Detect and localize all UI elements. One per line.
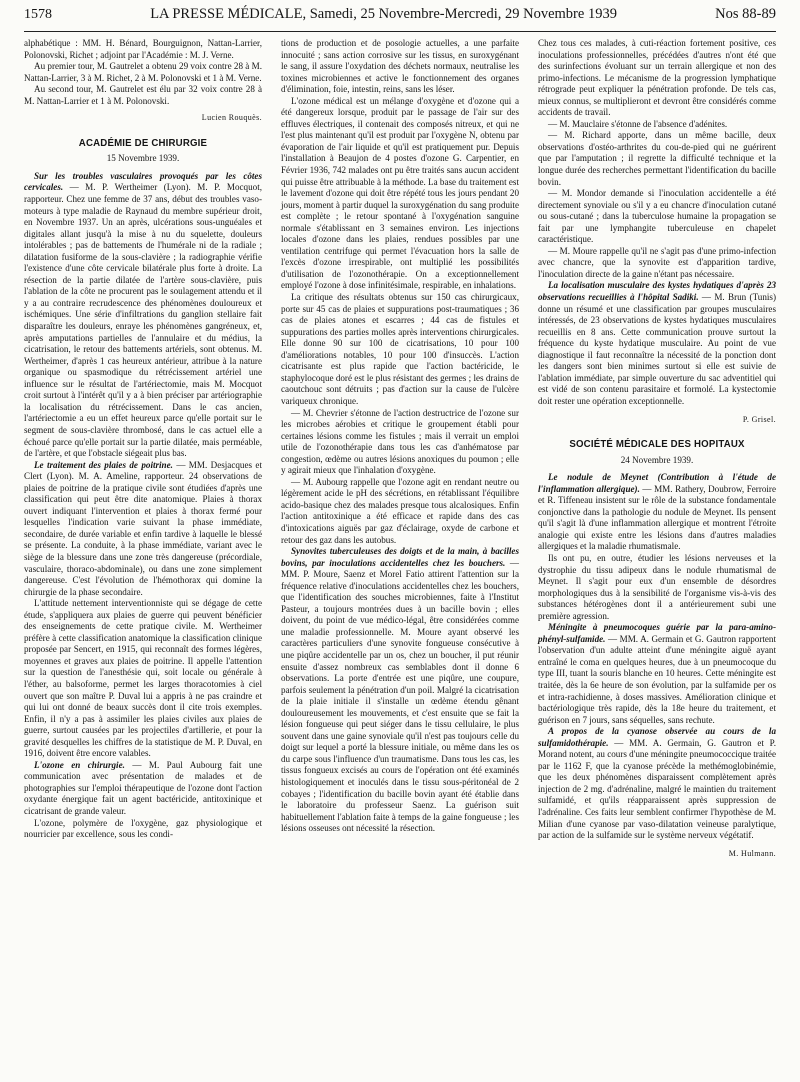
paragraph-body: — MM. Rathery, Doubrow, Ferroire et R. Tiffeneau insistent sur le rôle de la substance fondamentale conjonctive dans la pathologie du nodule de Meynet. Ils pensent qu'il s'agit là d'une inflammation allergique et montrent l'étroite analogie qui existe entre les lésions dans d'autres maladies allergiques et la maladie rhumatismale. [538, 483, 776, 552]
column-3 [538, 38, 776, 867]
article-columns [24, 38, 776, 867]
section-heading: ACADÉMIE DE CHIRURGIE [78, 136, 208, 149]
section-date: 24 Novembre 1939. [620, 454, 694, 465]
paragraph: Chez tous ces malades, à cuti-réaction fortement positive, ces inoculations professionnelles, précédées d'autres n'ont été que des surinfections évoluant sur un terrain allergique et non des primo-infections. Le mécanisme de la progression lymphatique rétrograde peut expliquer la pénétration profonde. De tels cas, mieux connus, se multiplieront et devront être considérés comme accidents de travail. [538, 38, 776, 118]
paragraph: — M. Mondor demande si l'inoculation accidentelle a été directement synoviale ou s'il y a eu chancre d'inoculation cutané ou sous-cutané ; dans la tuberculose humaine la propagation se fait par une lymphangite tuberculeuse en chapelet caractéristique. [538, 188, 776, 245]
paragraph: L'ozone médical est un mélange d'oxygène et d'ozone qui a été dangereux lorsque, produit par le passage de l'air sur des effluves électriques, il contenait des composés nitreux, et qui ne l'est plus maintenant qu'il est produit par l'oxygène N, obtenu par évaporation de l'air liquide et qu'il est pratiquement pur. Depuis l'installation à Beaujon de 4 postes d'ozone G. Carpentier, en Février 1936, 742 malades ont pu être traités sans aucun accident qui puisse être attribuable à la méthode. La base du traitement est le lavement d'ozone qui doit être répété tous les jours pendant 20 jours, moment à partir duquel la suroxygénation du sang produite est complète ; le retour spontané à l'oxygénation sanguine normale s'établissant en 3 semaines environ. Les injections locales d'ozone dans les plaies, rendues possibles par une ventilation centrifuge qui permet l'évacuation hors la salle de l'excès d'ozone irrespirable, ont multiplié les possibilités d'utilisation de l'ozonothérapie. On a exceptionnellement employé l'ozone à dose infinitésimale, respirable, en inhalations. [281, 95, 519, 291]
column-1 [24, 38, 262, 867]
paragraph-body: — MM. A. Germain et G. Gautron rapportent l'observation d'un adulte atteint d'une méningite aiguë ayant entraîné le coma en quelques heures, due à un pneumocoque du type III, tuant la souris blanche en 10 heures. Cette méningite est traitée, dès la 6e heure de son évolution, par la sulfamide per os et intra-rachidienne, à doses massives. Amélioration clinique et bactériologique très rapide, dès la 18e heure du traitement, et guérison en 7 jours, sans séquelles, sans rechute. [538, 633, 776, 725]
page-number: 1578 [24, 7, 52, 22]
paragraph-body: — MM. P. Moure, Saenz et Morel Fatio attirent l'attention sur la fréquence relative d'inoculations accidentelles chez les bouchers, que l'identification des souches microbiennes, faite à l'Institut Pasteur, a toujours montrées dues à un bacille bovin ; elles doivent, du point de vue médico-légal, être considérées comme une maladie professionnelle. M. Moure ayant observé les caractères particuliers d'une synovite fongueuse consécutive à une piqûre accidentelle par un os, chez un boucher, il put réunir ensuite d'assez nombreux cas semblables dont il donne 6 observations. La porte d'entrée est une piqûre, une coupure, parfois seulement la pénétration d'un poil. Malgré la cicatrisation de la plaie initiale il s'installe un œdème étendu gênant douloureusement les mouvements, et c'est ensuite que se fait la lésion fongueuse qui peut siéger dans le tissu cellulaire, le plus souvent dans une gaine synoviale qu'il n'est pas toujours celle du doigt sur lequel a porté la blessure initiale, ou même dans les os du carpe sous l'influence d'un traumatisme. Dans tous les cas, les tissus fongueux excisés au cours de l'opération ont été examinés histologiquement et inoculés dans le tissu sous-péritonéal de 2 cobayes ; l'identification du bacille bovin ayant été établie dans le laboratoire du professeur Saenz. La guérison suit habituellement l'ablation faite à temps de la gaine fongueuse ; les lésions osseuses ont nécessité la résection. [281, 557, 519, 834]
section-heading: SOCIÉTÉ MÉDICALE DES HOPITAUX [569, 438, 745, 451]
topic-title: Méningite à pneumocoques guérie par la para-amino-phényl-sulfamide. [538, 622, 776, 644]
topic-title: Le nodule de Meynet (Contribution à l'étude de l'inflammation allergique). [538, 472, 776, 494]
paragraph: — M. Richard apporte, dans un même bacille, deux observations d'ostéo-arthrites du cou-de-pied qui ne guérirent que par l'amputation ; il regrette la difficulté technique et la longue durée des recherches permettant l'identification du bacille bovin. [538, 130, 776, 187]
topic-title: Le traitement des plaies de poitrine. [34, 459, 173, 470]
journal-title [150, 6, 617, 23]
paragraph: L'ozone, polymère de l'oxygène, gaz physiologique et nourricier par excellence, sous les condi- [24, 817, 262, 840]
topic-title: L'ozone en chirurgie. [34, 759, 125, 770]
paragraph [24, 760, 262, 818]
column-2 [281, 38, 519, 867]
paragraph [538, 280, 776, 407]
paragraph: Au premier tour, M. Gautrelet a obtenu 29 voix contre 28 à M. Nattan-Larrier, 3 à M. Richet, 2 à M. Polonovski et 1 à M. Verne. [24, 61, 262, 83]
topic-title: La localisation musculaire des kystes hydatiques d'après 23 observations recueillies à l'hôpital Sadiki. [538, 280, 776, 303]
paragraph: — M. Mauclaire s'étonne de l'absence d'adénites. [548, 118, 728, 129]
paragraph: tions de production et de posologie actuelles, a une parfaite innocuité ; sans action corrosive sur les tissus, en suroxygénant le sang, il assure l'oxydation des déchets normaux, neutralise les toxines microbiennes et active le fonctionnement des organes d'élimination, foie, intestin, reins, sans les léser. [281, 38, 519, 95]
paragraph: L'attitude nettement interventionniste qui se dégage de cette étude, s'appliquera aux plaies de guerre qui peuvent bénéficier des enseignements de cette pratique civile. M. Wertheimer préfère à cette classification anatomique la classification clinique proposée par Sencert, en 1915, qui reconnaît des formes légères, moyennes et graves aux plaies de poitrine. Il appelle l'attention sur la question de l'anesthésie qui, soit locale ou générale à l'éther, au balsoforme, permet les larges thoracotomies à ciel ouvert que son maître P. Duval lui a appris à ne pas craindre et qui lui ont donné de beaux succès dont il cite trois exemples. Enfin, il n'y a pas à assimiler les plaies civiles aux plaies de guerre, surtout causées par les projectiles d'artillerie, et pour la gravité desquelles les chiffres de la statistique de M. P. Duval, en 1916, doivent être encore valables. [24, 598, 262, 759]
paragraph-body: — M. P. Wertheimer (Lyon). M. P. Mocquot, rapporteur. Chez une femme de 37 ans, début des troubles vaso-moteurs à type maladie de Raynaud du membre supérieur droit, en Novembre 1937. Un an après, ulcérations sous-unguéales et digitales allant jusqu'à la mise à nu du squelette, douleurs intolérables ; pas de battements de l'humérale ni de la radiale ; dilatation fusiforme de la sous-clavière ; la radiographie vérifie l'existence d'une côte cervicale bilatérale plus forte à droite. La résection de la partie dilatée de l'artère sous-clavière, puis l'ablation de la côte ne procurent pas le soulagement attendu et il y a au contraire recrudescence des phénomènes douloureux et ischémiques. Une série d'infiltrations du ganglion stellaire fait disparaître les douleurs, enraye les phénomènes gangréneux, et, après amputations partielles de l'annulaire et du médius, la cicatrisation, le retour des battements artériels, sont obtenus. M. Wertheimer, d'après 1 cas heureux antérieur, attribue à la nature organique ou spasmodique du rétrécissement artériel une influence sur le résultat de l'artériectomie, mais M. Mocquot croit surtout à l'intérêt qu'il y a à bien préciser par artériographie la localisation du rétrécissement. Dans le cas ancien, l'artériectomie a eu un effet heureux parce qu'elle portait sur le segment de sous-clavière thrombosé, dans le cas actuel elle a échoué parce qu'elle portait sur la partie dilatée, mais perméable, de l'artère, et que l'obstacle siégeait plus bas. [24, 182, 262, 459]
paragraph: alphabétique : MM. H. Bénard, Bourguignon, Nattan-Larrier, Polonovski, Richet ; adjoint par l'Académie : M. J. Verne. [24, 38, 262, 60]
journal-name: LA PRESSE MÉDICALE, [150, 6, 307, 22]
author-signature: P. Grisel. [742, 414, 776, 424]
paragraph [281, 546, 519, 835]
paragraph [538, 622, 776, 726]
paragraph [24, 460, 262, 599]
topic-title: Sur les troubles vasculaires provoqués par les côtes cervicales. [24, 170, 262, 193]
paragraph [24, 171, 262, 460]
author-signature: Lucien Rouquès. [201, 113, 262, 123]
paragraph-body: — MM. Desjacques et Clert (Lyon). M. A. Ameline, rapporteur. 24 observations de plaies de poitrine de la pratique civile sont étudiées d'après une classification qui peut être dite anatomique. Plaies à thorax ouvert indiquant l'intervention et plaies à thorax fermé pour lesquelles l'indication varie suivant la phase immédiate, secondaire, de durée variable et enfin tardive à laquelle le blessé se présente. La conduite, à la phase immédiate, variant avec le siège de la blessure dans une zone très dangereuse (précordiale, vasculaire, thoraco-abdominale), ou dans une zone simplement dangereuse. C'est l'évolution de l'hémothorax qui domine la chirurgie de la phase secondaire. [24, 459, 262, 597]
paragraph: — M. Aubourg rappelle que l'ozone agit en rendant neutre ou légèrement acide le pH des sécrétions, en rétablissant l'équilibre acido-basique chez des malades presque tous alcalosiques. Enfin l'action antitoxinique a été efficace et rapide dans des cas d'intoxications aiguës par gaz d'éclairage, oxyde de carbone et retour des gaz dans les autobus. [281, 476, 519, 545]
paragraph: — M. Moure rappelle qu'il ne s'agit pas d'une primo-infection avec chancre, que la synovite est d'apparition tardive, l'inoculation directe de la gaine n'étant pas nécessaire. [538, 245, 776, 279]
issue-number: Nos 88-89 [715, 6, 776, 22]
page-header [24, 6, 776, 32]
topic-title: A propos de la cyanose observée au cours de la sulfamidothérapie. [538, 726, 776, 748]
paragraph [538, 472, 776, 553]
section-date: 15 Novembre 1939. [106, 153, 180, 164]
issue-date: Samedi, 25 Novembre-Mercredi, 29 Novembre 1939 [309, 6, 617, 22]
paragraph [538, 726, 776, 841]
paragraph: La critique des résultats obtenus sur 150 cas chirurgicaux, porte sur 45 cas de plaies et suppurations post-traumatiques ; 36 cas de plaies atones et escarres ; 44 cas de fistules et suppurations des parties molles après interventions chirurgicales. Elle donne 90 sur 100 de cicatrisations, 10 pour 100 d'améliorations notables, 10 pour 100 d'insuccès. L'action cicatrisante est plus rapide que l'action bactéricide, le staphylocoque doré est le plus résistant des germes ; les drains de caoutchouc sont détruits ; pas d'action sur la cause de l'ulcère variqueux chronique. [281, 292, 519, 406]
paragraph: Ils ont pu, en outre, étudier les lésions nerveuses et la dystrophie du tissu adipeux dans le nodule rhumatismal de Meynet. Il s'agit pour eux d'un ensemble de désordres morphologiques dus à la sensibilité de l'organisme vis-à-vis des substances hétérogènes dont il a antérieurement subi une première agression. [538, 552, 776, 621]
paragraph: Au second tour, M. Gautrelet est élu par 32 voix contre 28 à M. Nattan-Larrier et 1 à M. Polonovski. [24, 84, 262, 106]
paragraph-body: — MM. A. Germain, G. Gautron et P. Morand notent, au cours d'une méningite pneumococcique traitée par le 1162 F, que la cyanose précède la methémoglobinémie, que les deux phénomènes disparaissent complètement après injection de 2 mg. d'adrénaline, malgré le maintien du traitement sulfamidé, et qu'ils réapparaissent après suppression de l'adrénaline. Ces faits leur semblent confirmer l'hypothèse de M. Milian d'une cyanose par vaso-dilatation veineuse paralytique, par action de la sulfamide sur le système nerveux végétatif. [538, 737, 776, 841]
author-signature: M. Hulmann. [728, 848, 776, 858]
topic-title: Synovites tuberculeuses des doigts et de la main, à bacilles bovins, par inoculations accidentelles chez les bouchers. [281, 546, 519, 568]
paragraph-body: — M. Brun (Tunis) donne un résumé et une classification par groupes musculaires intéressés, de 23 observations de kystes hydatiques musculaires recueillis en 8 ans. Cette communication prouve surtout la fréquence du kyste hydatique musculaire. Au point de vue diagnostique il faut reconnaître la nécessité de la ponction dont les dangers sont bien minimes surtout si elle est suivie de l'ablation immédiate, par simple ouverture du sac adventitiel qui est vidé de son contenu parasitaire et formolé. La kystectomie doit rester une opération exceptionnelle. [538, 292, 776, 406]
paragraph: — M. Chevrier s'étonne de l'action destructrice de l'ozone sur les microbes aérobies et critique le groupement établi pour certaines lésions comme les fistules ; mais il verrait un emploi utile de l'ozonothérapie dans tous les cas d'anhématose par congestion, œdème ou autres lésions anoxiques du poumon ; elle y agirait mieux que l'inhalation d'oxygène. [281, 407, 519, 476]
paragraph-body: — M. Paul Aubourg fait une communication avec présentation de malades et de photographies sur l'emploi thérapeutique de l'ozone dont l'action oxydante énergique fait un agent bactéricide, antitoxinique et cicatrisant de grande valeur. [24, 759, 263, 816]
